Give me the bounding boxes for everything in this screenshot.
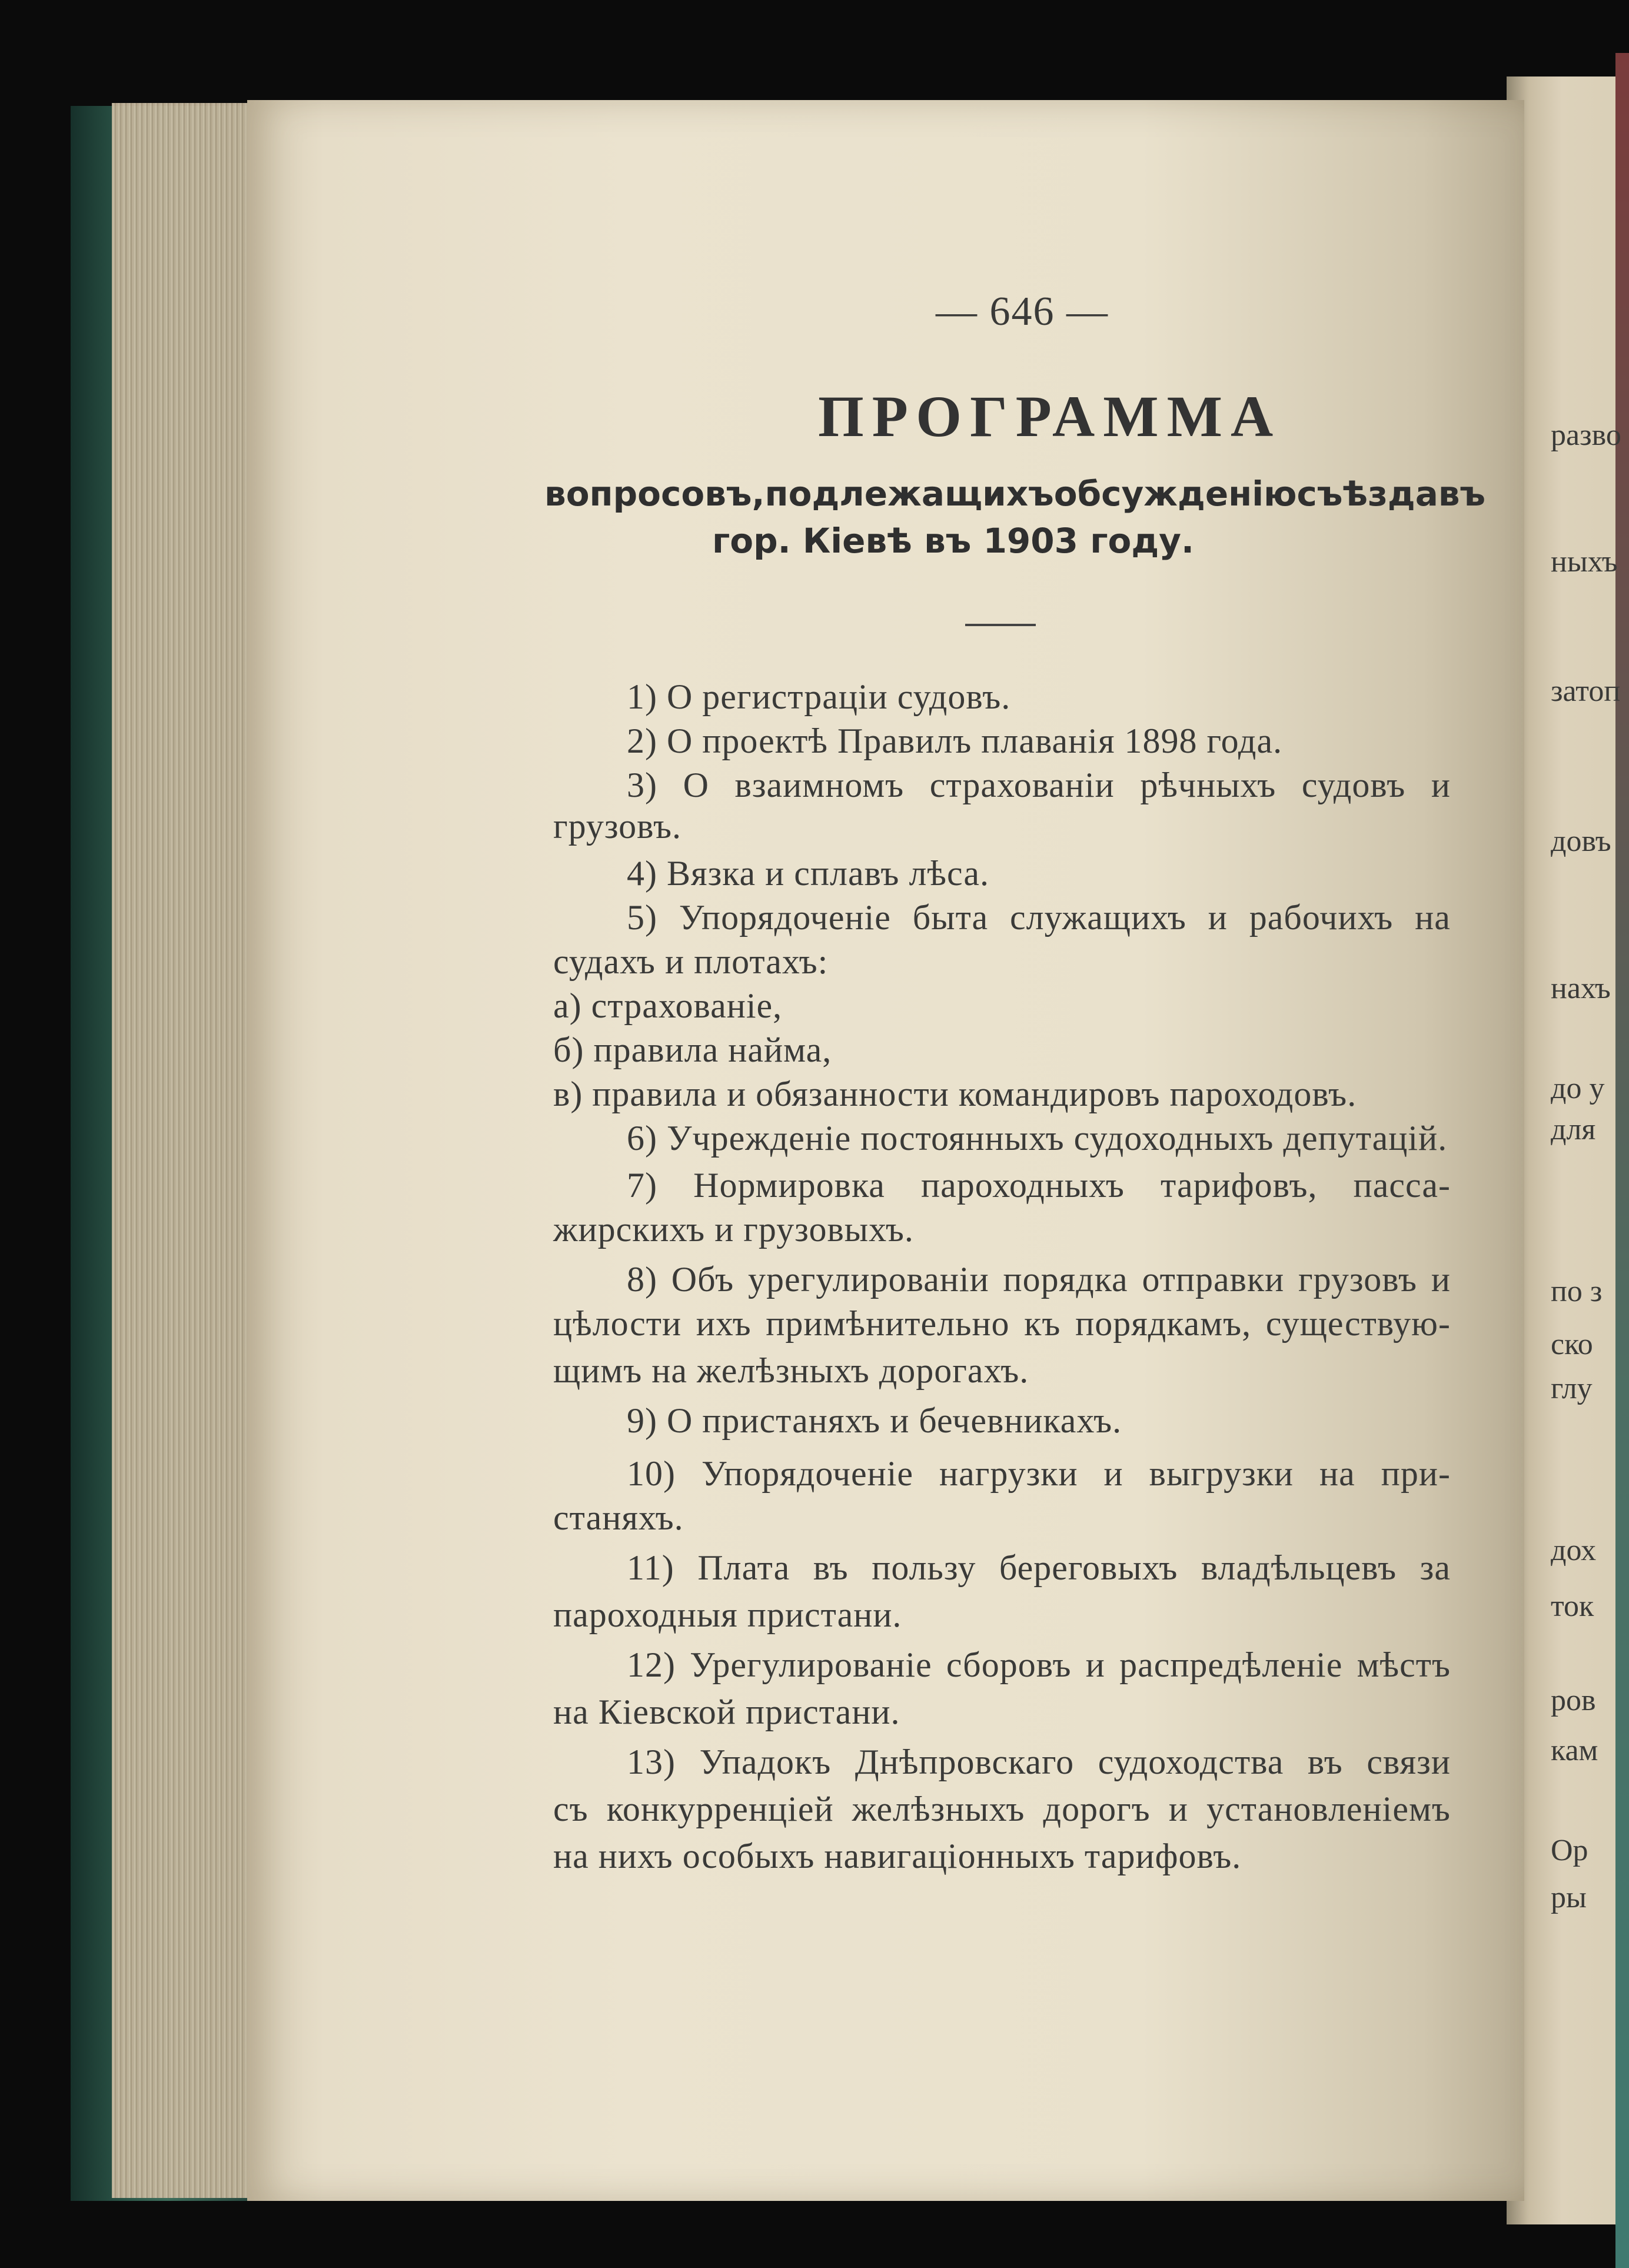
item-line: 4) Вязка и сплавъ лѣса. — [627, 854, 989, 893]
next-page-fragment: ров — [1551, 1684, 1596, 1717]
word: порядка — [1003, 1260, 1128, 1299]
item-line: щимъ на желѣзныхъ дорогахъ. — [553, 1351, 1029, 1390]
word: быта — [912, 898, 989, 937]
word: рѣчныхъ — [1140, 766, 1276, 804]
word: отправки — [1142, 1260, 1285, 1299]
page-title: ПРОГРАММА — [818, 384, 1282, 449]
word: связи — [1367, 1742, 1451, 1781]
next-page-fragment: ры — [1551, 1881, 1587, 1914]
word: пароходныхъ — [920, 1166, 1125, 1205]
word: пасса- — [1353, 1166, 1451, 1205]
word: конкурренціей — [606, 1790, 834, 1828]
next-page-fragment: кам — [1551, 1734, 1598, 1767]
item-line: судахъ и плотахъ: — [553, 942, 829, 981]
next-page-fragment: дох — [1551, 1534, 1597, 1567]
word: взаимномъ — [734, 766, 905, 804]
item-line: 2) О проектѣ Правилъ плаванія 1898 года. — [627, 721, 1283, 760]
word: и — [1431, 766, 1451, 804]
next-page-fragment: глу — [1551, 1372, 1593, 1405]
subtitle-line-2: гор. Кіевѣ въ 1903 году. — [712, 521, 1195, 561]
word: цѣлости — [553, 1304, 682, 1343]
item-line — [553, 1789, 1451, 1830]
word: грузовъ — [1298, 1260, 1418, 1299]
word: Объ — [671, 1260, 734, 1299]
next-page-fragment: по з — [1551, 1275, 1603, 1308]
word: урегулированіи — [748, 1260, 989, 1299]
next-page-fragment: нахъ — [1551, 972, 1611, 1005]
word: въ — [813, 1548, 849, 1587]
word: 10) — [627, 1454, 676, 1493]
word: на — [1319, 1454, 1355, 1493]
word: страхованiи — [929, 766, 1115, 804]
word: Упорядоченіе — [679, 898, 891, 937]
word: мѣстъ — [1357, 1645, 1451, 1684]
next-page-fragment: затоп — [1551, 674, 1621, 708]
next-page-fragment: ско — [1551, 1328, 1593, 1361]
page-edges — [112, 103, 265, 2198]
word: Урегулированіе — [690, 1645, 932, 1684]
word: примѣнительно — [766, 1304, 1010, 1343]
subtitle-word: обсужденію — [1053, 474, 1297, 514]
word: порядкамъ, — [1075, 1304, 1252, 1343]
next-page-edge — [1615, 53, 1629, 2268]
word: 13) — [627, 1742, 676, 1781]
item-line: а) страхованіе, — [553, 986, 783, 1025]
item-line: на нихъ особыхъ навигаціонныхъ тарифовъ. — [553, 1837, 1242, 1875]
item-line — [627, 897, 1451, 938]
word: судовъ — [1301, 766, 1406, 804]
subtitle-word: въ — [1438, 474, 1486, 514]
item-line — [627, 1165, 1451, 1206]
item-line — [627, 1259, 1451, 1300]
word: 7) — [627, 1166, 657, 1205]
word: Плата — [697, 1548, 790, 1587]
next-page-fragment: довъ — [1551, 824, 1611, 858]
subtitle-word: подлежащихъ — [764, 474, 1054, 514]
page-number: — 646 — — [936, 289, 1109, 334]
word: ихъ — [696, 1304, 752, 1343]
item-line: пароходныя пристани. — [553, 1595, 902, 1634]
word: и — [1085, 1645, 1105, 1684]
word: къ — [1024, 1304, 1061, 1343]
item-line — [627, 1742, 1451, 1783]
item-line: жирскихъ и грузовыхъ. — [553, 1210, 914, 1249]
word: 3) — [627, 766, 657, 804]
word: и — [1208, 898, 1228, 937]
word: съ — [553, 1790, 589, 1828]
word: судоходства — [1098, 1742, 1284, 1781]
subtitle-line-1 — [544, 474, 1486, 514]
item-line — [553, 1303, 1451, 1344]
subtitle-word: вопросовъ, — [544, 474, 765, 514]
word: существую- — [1265, 1304, 1451, 1343]
word: береговыхъ — [999, 1548, 1178, 1587]
next-page-fragment: Ор — [1551, 1834, 1588, 1867]
word: 5) — [627, 898, 657, 937]
item-line — [627, 1645, 1451, 1685]
word: на — [1415, 898, 1451, 937]
item-line: станяхъ. — [553, 1498, 684, 1537]
word: распредѣленіе — [1119, 1645, 1343, 1684]
subtitle-word: съѣзда — [1296, 474, 1438, 514]
title-divider — [965, 624, 1036, 626]
word: 12) — [627, 1645, 676, 1684]
word: въ — [1307, 1742, 1343, 1781]
word: Нормировка — [693, 1166, 885, 1205]
word: дорогъ — [1043, 1790, 1151, 1828]
word: и — [1431, 1260, 1451, 1299]
word: тарифовъ, — [1161, 1166, 1318, 1205]
item-line: 9) О пристаняхъ и бечевникахъ. — [627, 1401, 1122, 1440]
word: рабочихъ — [1249, 898, 1394, 937]
word: и — [1168, 1790, 1188, 1828]
next-page-fragment: ныхъ — [1551, 545, 1618, 578]
item-line: 6) Учрежденіе постоянныхъ судоходныхъ депутацій. — [627, 1119, 1448, 1158]
word: выгрузки — [1149, 1454, 1294, 1493]
word: сборовъ — [946, 1645, 1072, 1684]
next-page-fragment: ток — [1551, 1589, 1594, 1623]
word: Упорядоченіе — [701, 1454, 914, 1493]
word: О — [683, 766, 709, 804]
word: пользу — [872, 1548, 976, 1587]
item-line: б) правила найма, — [553, 1030, 832, 1069]
word: установленіемъ — [1206, 1790, 1451, 1828]
word: владѣльцевъ — [1201, 1548, 1397, 1587]
item-line: грузовъ. — [553, 807, 682, 846]
next-page-fragment: до у — [1551, 1072, 1605, 1105]
item-line — [627, 765, 1451, 806]
next-page-fragment: для — [1551, 1113, 1596, 1146]
word: за — [1419, 1548, 1451, 1587]
item-line: в) правила и обязанности командировъ пароходовъ. — [553, 1075, 1357, 1113]
word: желѣзныхъ — [852, 1790, 1025, 1828]
word: 11) — [627, 1548, 674, 1587]
next-page-fragment: разво — [1551, 418, 1621, 452]
item-line — [627, 1548, 1451, 1588]
word: Днѣпровскаго — [855, 1742, 1075, 1781]
item-line — [627, 1454, 1451, 1494]
word: служащихъ — [1010, 898, 1186, 937]
item-line: 1) О регистраціи судовъ. — [627, 677, 1011, 716]
word: Упадокъ — [699, 1742, 832, 1781]
item-line: на Кіевской пристани. — [553, 1692, 900, 1731]
word: 8) — [627, 1260, 657, 1299]
word: при- — [1381, 1454, 1451, 1493]
word: и — [1103, 1454, 1123, 1493]
word: нагрузки — [939, 1454, 1078, 1493]
